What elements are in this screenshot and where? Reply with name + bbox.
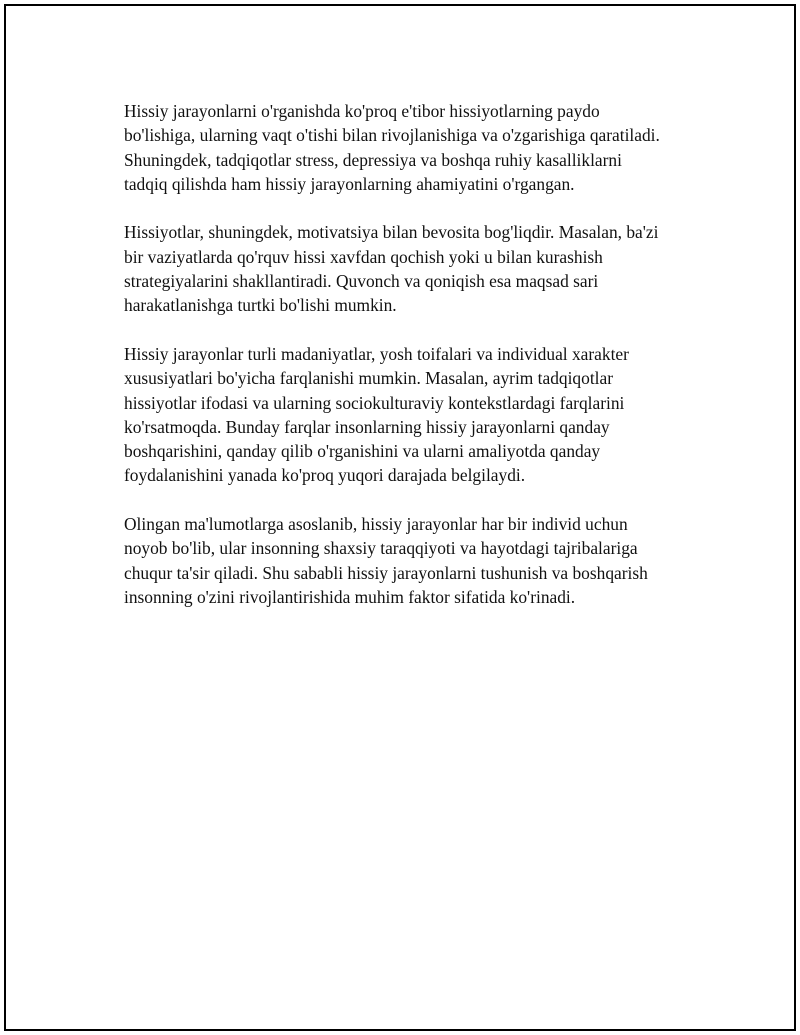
text-line: Hissiy jarayonlarni o'rganishda ko'proq e'tibor hissiyotlarning paydo	[124, 101, 600, 121]
text-line: hissiyotlar ifodasi va ularning sociokulturaviy kontekstlardagi farqlarini	[124, 392, 625, 413]
text-line: bo'lishiga, ularning vaqt o'tishi bilan rivojlanishiga va o'zgarishiga qaratiladi.	[124, 125, 660, 146]
text-line: insonning o'zini rivojlantirishida muhim faktor sifatida ko'rinadi.	[124, 586, 576, 607]
text-line: foydalanishini yanada ko'proq yuqori darajada belgilaydi.	[124, 465, 526, 486]
text-line: bir vaziyatlarda qo'rquv hissi xavfdan qochish yoki u bilan kurashish	[124, 246, 603, 267]
text-line: tadqiq qilishda ham hissiy jarayonlarning ahamiyatini o'rgangan.	[124, 173, 575, 194]
text-line: noyob bo'lib, ular insonning shaxsiy taraqqiyoti va hayotdagi tajribalariga	[124, 538, 638, 559]
text-line: xususiyatlari bo'yicha farqlanishi mumkin. Masalan, ayrim tadqiqotlar	[124, 368, 613, 389]
text-line: harakatlanishga turtki bo'lishi mumkin.	[124, 295, 397, 316]
text-line: ko'rsatmoqda. Bunday farqlar insonlarning hissiy jarayonlarni qanday	[124, 416, 610, 437]
text-line: chuqur ta'sir qiladi. Shu sababli hissiy jarayonlarni tushunish va boshqarish	[124, 562, 648, 583]
text-line: Hissiyotlar, shuningdek, motivatsiya bilan bevosita bog'liqdir. Masalan, ba'zi	[124, 222, 659, 243]
paragraph-4	[124, 512, 704, 609]
paragraph-3	[124, 342, 704, 488]
text-line: strategiyalarini shakllantiradi. Quvonch va qoniqish esa maqsad sari	[124, 271, 599, 292]
text-line: Shuningdek, tadqiqotlar stress, depressiya va boshqa ruhiy kasalliklarni	[124, 149, 622, 170]
page-frame	[4, 4, 796, 1031]
text-line: Olingan ma'lumotlarga asoslanib, hissiy jarayonlar har bir individ uchun	[124, 514, 628, 535]
paragraph-1	[124, 99, 704, 196]
paragraph-2	[124, 220, 704, 317]
text-line: Hissiy jarayonlar turli madaniyatlar, yosh toifalari va individual xarakter	[124, 343, 629, 364]
document-body	[124, 99, 704, 634]
text-line: boshqarishini, qanday qilib o'rganishini va ularni amaliyotda qanday	[124, 441, 601, 462]
